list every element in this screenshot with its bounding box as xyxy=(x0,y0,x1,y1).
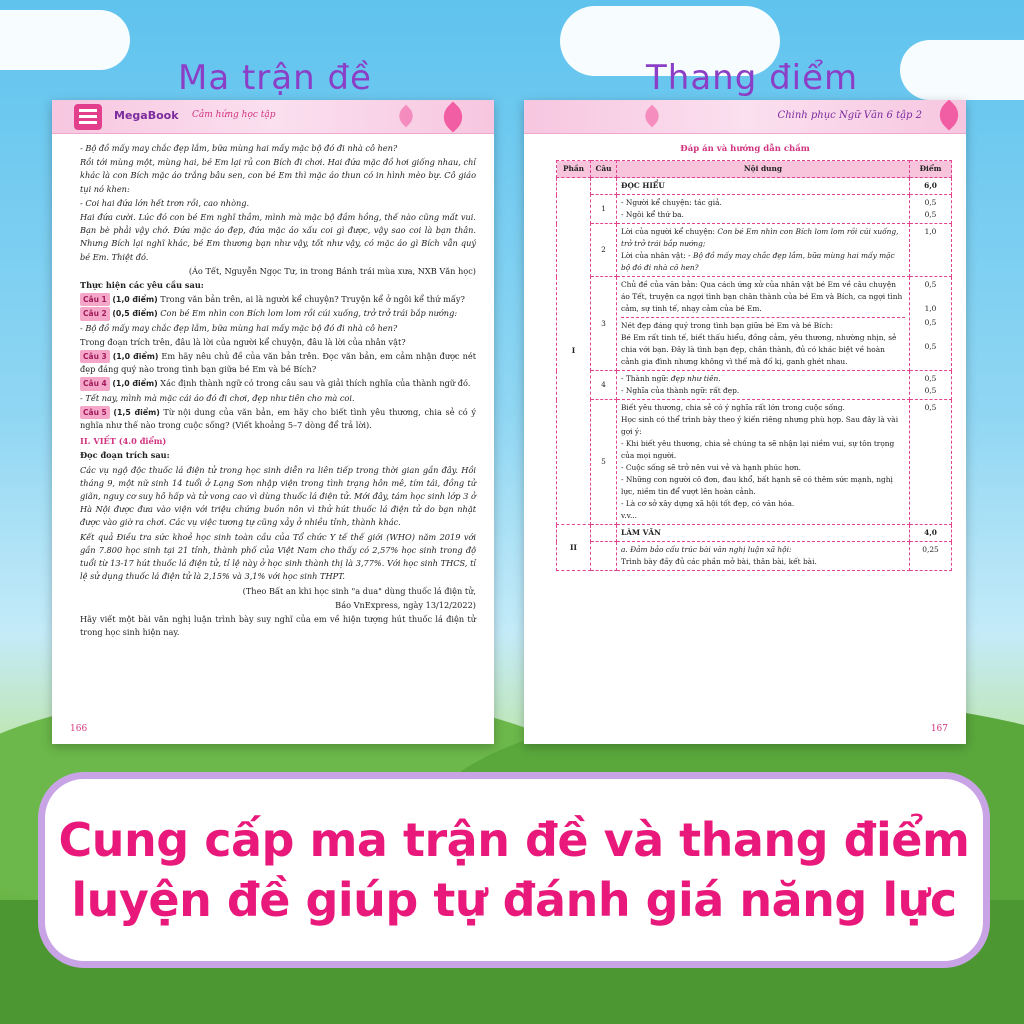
question-text: Con bé Em nhìn con Bích lom lom rồi cúi xuống, trở trở trái bắp nướng: xyxy=(160,308,458,319)
question-3 xyxy=(80,350,476,376)
source-line: (Áo Tết, Nguyễn Ngọc Tư, in trong Bánh trái mùa xưa, NXB Văn học) xyxy=(188,265,476,276)
left-page xyxy=(52,100,494,744)
question-text: Trong văn bản trên, ai là người kể chuyện? Truyện kể ở ngôi kể thứ mấy? xyxy=(160,294,465,305)
promo-banner xyxy=(38,772,990,968)
question-tag: Câu 2 xyxy=(80,307,110,320)
question-tag: Câu 4 xyxy=(80,377,110,390)
question-4 xyxy=(80,377,476,390)
text-line: Trong đoạn trích trên, đâu là lời của người kể chuyện, đâu là lời của nhân vật? xyxy=(80,336,406,347)
table-row xyxy=(557,525,952,542)
question-1 xyxy=(80,293,476,306)
cell: Biết yêu thương, chia sẻ có ý nghĩa rất lớn trong cuộc sống. Học sinh có thể trình bày theo ý kiến riêng nhưng phù hợp. Sau đây là vài gợi ý: - Khi biết yêu thương, chia sẻ chúng ta sẽ nhận lại niềm vui, sự tôn trọng của mọi người. - Cuộc sống sẽ trở nên vui vẻ và hạnh phúc hơn. - Những con người cô đơn, đau khổ, bất hạnh sẽ có thêm sức mạnh, nghị lực, niềm tin để vượt lên hoàn cảnh. - Là cơ sở xây dựng xã hội tốt đẹp, có văn hóa. v.v... xyxy=(617,400,910,525)
text-line: Các vụ ngộ độc thuốc lá điện tử trong học sinh diễn ra liên tiếp trong thời gian gần đây. Hồi tháng 9, một nữ sinh 14 tuổi ở Lạng Sơn nhập viện trong tình trạng hôn mê, tím tái, đồng tử giãn, nguy cơ suy hô hấp và tử vong cao vì dùng thuốc lá điện tử. Mới đây, tám học sinh lớp 3 ở Hà Nội được đưa vào viện với triệu chứng buồn nôn vì thử hút thuốc lá điện tử do bạn nhặt được vào giờ ra chơi. Các vụ việc tương tự cũng xảy ở nhiều tỉnh, thành khác. xyxy=(80,464,476,528)
section-heading: II. VIẾT (4.0 điểm) xyxy=(80,436,167,447)
answer-title: Đáp án và hướng dẫn chấm xyxy=(680,144,810,154)
question-5 xyxy=(80,406,476,432)
right-heading: Thang điểm xyxy=(646,58,859,98)
cell: a. Đảm bảo cấu trúc bài văn nghị luận xã hội: Trình bày đầy đủ các phần mở bài, thân bài, kết bài. xyxy=(617,542,910,571)
table-row xyxy=(557,277,952,371)
text-line: Rồi tới mùng một, mùng hai, bé Em lại rủ con Bích đi chơi. Hai đứa mặc đồ hơi giống nhau, chỉ khác là con Bích mặc áo trắng bâu sen, con bé Em thì mặc áo thun có in hình mèo bự. Cô giáo tụi nó khen: xyxy=(80,157,476,194)
question-cell: 4 xyxy=(591,371,617,400)
points-cell: 0,5 0,5 xyxy=(910,371,952,400)
question-points: (1,0 điểm) xyxy=(112,379,158,389)
source-line: Báo VnExpress, ngày 13/12/2022) xyxy=(335,599,476,610)
page-number: 166 xyxy=(70,724,88,734)
col-header: Phần xyxy=(557,161,591,178)
part-cell: I xyxy=(557,178,591,525)
banner-line-2: luyện đề giúp tự đánh giá năng lực xyxy=(71,873,957,927)
cell: ĐỌC HIỂU xyxy=(617,178,910,195)
points-cell: 0,5 xyxy=(910,400,952,525)
leaf-icon xyxy=(933,100,964,131)
points-cell: 1,0 xyxy=(910,224,952,277)
brand-logo: MegaBook xyxy=(114,109,179,122)
banner-line-1: Cung cấp ma trận đề và thang điểm xyxy=(58,813,970,867)
cell: LÀM VĂN xyxy=(617,525,910,542)
question-text: Từ nội dung của văn bản, em hãy cho biết tình yêu thương, chia sẻ có ý nghĩa như thế nào trong cuộc sống? (Viết khoảng 5–7 dòng để trả lời). xyxy=(80,406,476,431)
points-cell: 0,5 1,0 0,5 0,5 xyxy=(910,277,952,371)
book-icon xyxy=(74,104,102,130)
cell: - Thành ngữ: đẹp như tiên. - Nghĩa của thành ngữ: rất đẹp. xyxy=(617,371,910,400)
cell: Lời của người kể chuyện: Con bé Em nhìn con Bích lom lom rồi cúi xuống, trở trở trái bắp nướng; Lời của nhân vật: - Bộ đồ mấy may chắc đẹp lắm, bữa mùng hai mấy mặc bộ đó đi nhà cô hen? xyxy=(617,224,910,277)
cloud xyxy=(900,40,1024,100)
question-text: Xác định thành ngữ có trong câu sau và giải thích nghĩa của thành ngữ đó. xyxy=(160,378,471,389)
left-heading: Ma trận đề xyxy=(178,58,372,98)
cell xyxy=(591,525,617,542)
text-line: Hãy viết một bài văn nghị luận trình bày suy nghĩ của em về hiện tượng hút thuốc lá điện tử trong học sinh hiện nay. xyxy=(80,613,476,638)
series-title: Chinh phục Ngữ Văn 6 tập 2 xyxy=(777,110,922,121)
table-row xyxy=(557,224,952,277)
points-cell: 0,5 0,5 xyxy=(910,195,952,224)
source-line: (Theo Bất an khi học sinh "a dua" dùng thuốc lá điện tử, xyxy=(242,585,476,596)
question-cell: 5 xyxy=(591,400,617,525)
page-header-band xyxy=(52,100,494,134)
text-line: Kết quả Điều tra sức khoẻ học sinh toàn cầu của Tổ chức Y tế thế giới (WHO) năm 2019 với gần 7.800 học sinh tại 21 tỉnh, thành phố của Việt Nam cho thấy có 2,57% học sinh trong độ tuổi từ 13-17 hút thuốc lá điện tử, tỉ lệ này ở học sinh thành thị là 3,77%. Với học sinh THCS, tỉ lệ sử dụng thuốc lá điện tử là 2,15% và 3,1% với học sinh THPT. xyxy=(80,531,476,582)
leaf-icon xyxy=(437,101,468,132)
question-cell: 1 xyxy=(591,195,617,224)
cloud xyxy=(0,10,130,70)
cell: - Người kể chuyện: tác giả. - Ngôi kể thứ ba. xyxy=(617,195,910,224)
page-header-band xyxy=(524,100,966,134)
text-line: Đọc đoạn trích sau: xyxy=(80,450,170,461)
brand-tagline: Cảm hứng học tập xyxy=(192,110,276,120)
exam-text xyxy=(52,134,494,639)
part-cell: II xyxy=(557,525,591,571)
question-points: (0,5 điểm) xyxy=(112,309,158,319)
text-line: - Coi hai đứa lớn hết trơn rồi, cao nhòng. xyxy=(80,197,250,208)
question-2 xyxy=(80,307,476,320)
cell xyxy=(591,542,617,571)
cell xyxy=(591,178,617,195)
text-line: - Tết nay, mình mà mặc cái áo đó đi chơi, đẹp như tiên cho mà coi. xyxy=(80,392,355,403)
question-points: (1,0 điểm) xyxy=(112,295,158,305)
table-row xyxy=(557,195,952,224)
text-line: - Bộ đồ mấy may chắc đẹp lắm, bữa mùng hai mấy mặc bộ đó đi nhà cô hen? xyxy=(80,143,398,153)
table-header-row xyxy=(557,161,952,178)
question-tag: Câu 5 xyxy=(80,406,110,419)
col-header: Nội dung xyxy=(617,161,910,178)
cell: Chủ đề của văn bản: Qua cách ứng xử của nhân vật bé Em về câu chuyện áo Tết, truyện ca ngợi tình bạn chân thành của bé Em và Bích, ca ngợi tình cảm, sự tinh tế, nhạy cảm của bé Em. Nét đẹp đáng quý trong tình bạn giữa bé Em và bé Bích: Bé Em rất tinh tế, biết thấu hiểu, đồng cảm, yêu thương, nhường nhịn, sẻ chia với bạn. Đây là tình bạn đẹp, chân thành, đủ có khác biệt về hoàn cảnh gia đình nhưng không vì thế mà đố kị, ganh ghét nhau. xyxy=(617,277,910,371)
leaf-icon xyxy=(395,105,418,128)
page-number: 167 xyxy=(930,724,948,734)
text-line: - Bộ đồ mấy may chắc đẹp lắm, bữa mùng hai mấy mặc bộ đó đi nhà cô hen? xyxy=(80,322,398,333)
col-header: Câu xyxy=(591,161,617,178)
leaf-icon xyxy=(641,105,664,128)
table-row xyxy=(557,178,952,195)
requirement-heading: Thực hiện các yêu cầu sau: xyxy=(80,280,204,291)
table-row xyxy=(557,371,952,400)
table-row xyxy=(557,542,952,571)
right-page xyxy=(524,100,966,744)
table-row xyxy=(557,400,952,525)
question-tag: Câu 1 xyxy=(80,293,110,306)
question-tag: Câu 3 xyxy=(80,350,110,363)
question-cell: 3 xyxy=(591,277,617,371)
points-cell: 4,0 xyxy=(910,525,952,542)
question-points: (1,5 điểm) xyxy=(113,407,160,417)
col-header: Điểm xyxy=(910,161,952,178)
question-cell: 2 xyxy=(591,224,617,277)
text-line: Hai đứa cười. Lúc đó con bé Em nghĩ thầm, mình mà mặc bộ đầm hồng, thế nào cũng mất vui. Bạn bè phải vậy chớ. Đứa mặc áo đẹp, đứa mặc áo xấu coi gì được, vậy sao coi là bạn thân. Nhưng Bích lại nghĩ khác, bé Em thương bạn như vậy, tốt như vậy, có mặc áo gì Bích vẫn quý bé Em. Thiệt đó. xyxy=(80,212,476,262)
question-text: Em hãy nêu chủ đề của văn bản trên. Đọc văn bản, em cảm nhận được nét đẹp đáng quý nào trong tình bạn giữa bé Em và bé Bích? xyxy=(80,351,477,375)
points-cell: 0,25 xyxy=(910,542,952,571)
question-points: (1,0 điểm) xyxy=(112,352,159,362)
answer-table xyxy=(556,160,952,571)
points-cell: 6,0 xyxy=(910,178,952,195)
